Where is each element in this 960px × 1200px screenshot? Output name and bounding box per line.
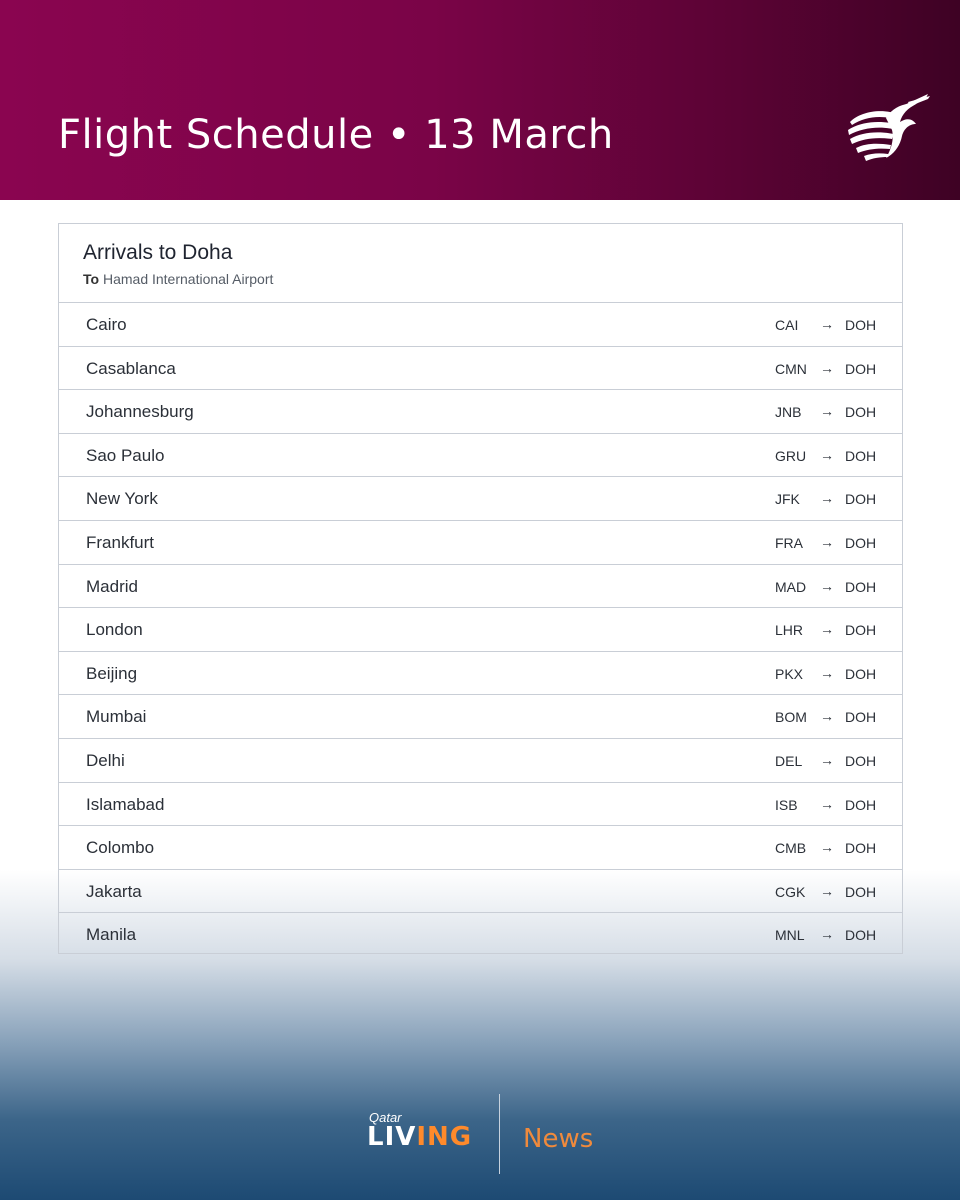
subtitle-airport: Hamad International Airport [102, 271, 274, 287]
destination-code: DOH [845, 404, 877, 421]
flight-row [59, 347, 902, 391]
flight-row [59, 695, 902, 739]
origin-code: MAD [775, 578, 807, 595]
arrow-right-icon: → [820, 708, 834, 725]
arrow-right-icon: → [820, 664, 834, 681]
destination-code: DOH [845, 534, 877, 551]
arrow-right-icon: → [820, 446, 834, 463]
brand-qatar-text: Qatar [369, 1110, 402, 1125]
arrow-right-icon: → [820, 316, 834, 332]
arrow-right-icon: → [820, 795, 834, 812]
flight-row [59, 303, 902, 347]
origin-code: DEL [775, 752, 803, 769]
origin-city: Islamabad [86, 794, 165, 814]
origin-city: Delhi [86, 750, 125, 770]
origin-city: Casablanca [86, 358, 176, 378]
flight-row [59, 826, 902, 870]
origin-city: Manila [86, 925, 137, 945]
arrow-right-icon: → [820, 621, 834, 638]
origin-code: BOM [775, 709, 807, 726]
flight-row [59, 783, 902, 827]
arrow-right-icon: → [820, 533, 834, 550]
arrow-right-icon: → [820, 359, 834, 376]
destination-code: DOH [845, 752, 877, 769]
origin-city: Johannesburg [86, 402, 194, 422]
origin-code: JNB [775, 404, 802, 421]
card-header [59, 224, 902, 303]
origin-city: Sao Paulo [86, 445, 165, 465]
origin-city: London [86, 620, 143, 640]
flight-row [59, 652, 902, 696]
destination-code: DOH [845, 709, 877, 726]
footer-divider [499, 1094, 500, 1174]
destination-code: DOH [845, 578, 877, 595]
flight-row [59, 521, 902, 565]
arrow-right-icon: → [820, 490, 834, 507]
destination-code: DOH [845, 447, 877, 464]
flight-row [59, 477, 902, 521]
origin-code: CGK [775, 883, 806, 900]
origin-code: CMB [775, 840, 807, 857]
brand-living-part-b: ING [416, 1122, 473, 1152]
destination-code: DOH [845, 665, 877, 682]
subtitle-prefix: To [83, 271, 100, 287]
destination-code: DOH [845, 796, 877, 813]
origin-code: FRA [775, 534, 803, 551]
origin-code: GRU [775, 447, 807, 464]
brand-news-text: News [523, 1124, 594, 1154]
flight-row [59, 608, 902, 652]
flight-row [59, 390, 902, 434]
origin-city: Cairo [86, 315, 127, 334]
destination-code: DOH [845, 883, 877, 900]
brand-living-logo [367, 1122, 472, 1152]
oryx-logo-icon [846, 92, 930, 166]
arrow-right-icon: → [820, 403, 834, 420]
origin-code: ISB [775, 796, 798, 813]
origin-city: Madrid [86, 576, 138, 596]
arrow-right-icon: → [820, 926, 834, 943]
card-subtitle [83, 271, 273, 287]
footer-branding [0, 1090, 960, 1180]
destination-code: DOH [845, 317, 877, 333]
origin-city: Mumbai [86, 707, 147, 727]
destination-code: DOH [845, 491, 877, 508]
brand-living-part-a: LIV [367, 1122, 417, 1152]
arrow-right-icon: → [820, 577, 834, 594]
origin-city: Frankfurt [86, 532, 155, 552]
arrow-right-icon: → [820, 882, 834, 899]
arrow-right-icon: → [820, 839, 834, 856]
arrow-right-icon: → [820, 751, 834, 768]
flight-row [59, 434, 902, 478]
flight-row [59, 870, 902, 914]
destination-code: DOH [845, 622, 877, 639]
card-title: Arrivals to Doha [83, 241, 233, 264]
destination-code: DOH [845, 360, 877, 377]
header-banner [0, 0, 960, 200]
origin-code: JFK [775, 491, 800, 508]
origin-city: Beijing [86, 663, 138, 683]
flight-row [59, 565, 902, 609]
origin-city: New York [86, 489, 158, 509]
destination-code: DOH [845, 840, 877, 857]
origin-city: Colombo [86, 838, 155, 858]
origin-code: CMN [775, 360, 807, 377]
page-title: Flight Schedule • 13 March [58, 112, 614, 158]
flight-row [59, 739, 902, 783]
origin-code: MNL [775, 927, 805, 944]
destination-code: DOH [845, 927, 877, 944]
flight-row [59, 913, 902, 957]
arrivals-card [58, 223, 903, 954]
flight-list [59, 303, 902, 957]
origin-city: Jakarta [86, 881, 142, 901]
origin-code: PKX [775, 665, 804, 682]
origin-code: CAI [775, 317, 799, 333]
origin-code: LHR [775, 622, 804, 639]
